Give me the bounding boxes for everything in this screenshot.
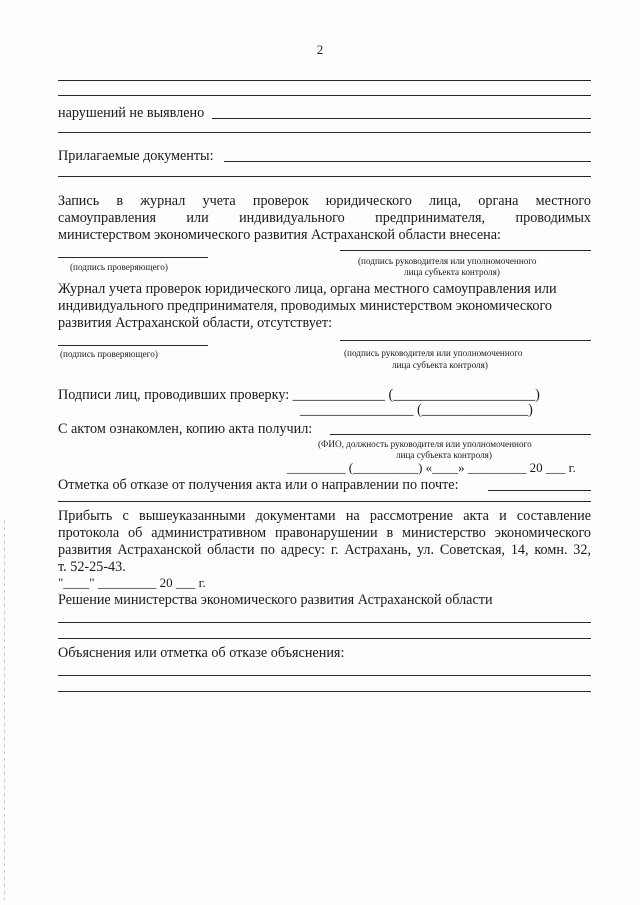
- acknowledged-field[interactable]: [330, 434, 591, 435]
- inspectors-signatures-label: Подписи лиц, проводивших проверку: _____________ (____________________): [58, 387, 540, 403]
- summons-line: развития Астраханской области по адресу: г. Астрахань, ул. Советская, 14, комн. 32,: [58, 542, 591, 558]
- journal-entry-line: министерством экономического развития Астраханской области внесена:: [58, 227, 502, 243]
- acknowledged-date-line: _________ (__________) «____» _________ 20 ___ г.: [287, 460, 576, 475]
- violations-label: нарушений не выявлено: [58, 105, 205, 121]
- blank-line: [58, 501, 591, 502]
- head-signature-field[interactable]: [340, 250, 591, 251]
- blank-line: [58, 95, 591, 96]
- blank-line: [58, 132, 591, 133]
- blank-line: [58, 176, 591, 177]
- decision-field[interactable]: [58, 638, 591, 639]
- journal-absent-line: развития Астраханской области, отсутствует:: [58, 315, 333, 331]
- head-signature-caption: лица субъекта контроля): [404, 267, 500, 277]
- inspectors-signatures-second: ________________ (_______________): [300, 402, 533, 418]
- inspector-signature-field[interactable]: [58, 345, 208, 346]
- summons-phone: т. 52-25-43.: [58, 559, 126, 575]
- summons-date-line: "____" _________ 20 ___ г.: [58, 575, 206, 590]
- decision-label: Решение министерства экономического развития Астраханской области: [58, 592, 493, 608]
- summons-line: протокола об административном правонарушении в министерство экономического: [58, 525, 591, 541]
- head-signature-caption: (подпись руководителя или уполномоченного: [358, 256, 537, 266]
- journal-absent-line: Журнал учета проверок юридического лица, органа местного самоуправления или: [58, 281, 557, 297]
- decision-field[interactable]: [58, 622, 591, 623]
- attachments-label: Прилагаемые документы:: [58, 148, 214, 164]
- attachments-field[interactable]: [224, 161, 591, 162]
- page-number: 2: [316, 42, 324, 57]
- acknowledged-label: С актом ознакомлен, копию акта получил:: [58, 421, 313, 437]
- summons-line: Прибыть с вышеуказанными документами на рассмотрение акта и составление: [58, 508, 591, 524]
- inspector-signature-caption: (подпись проверяющего): [70, 262, 168, 272]
- violations-field[interactable]: [212, 118, 591, 119]
- acknowledged-caption: (ФИО, должность руководителя или уполномоченного: [318, 439, 532, 449]
- explanations-field[interactable]: [58, 675, 591, 676]
- refusal-field[interactable]: [488, 490, 591, 491]
- journal-absent-line: индивидуального предпринимателя, проводимых министерством экономического: [58, 298, 553, 314]
- explanations-field[interactable]: [58, 691, 591, 692]
- scan-edge-mark: [4, 520, 5, 900]
- head-signature-field[interactable]: [340, 340, 591, 341]
- inspector-signature-field[interactable]: [58, 257, 208, 258]
- journal-entry-line: самоуправления или индивидуального предпринимателя, проводимых: [58, 210, 591, 226]
- head-signature-caption: лица субъекта контроля): [392, 360, 488, 370]
- blank-line: [58, 80, 591, 81]
- acknowledged-caption: лица субъекта контроля): [396, 450, 492, 460]
- explanations-label: Объяснения или отметка об отказе объяснения:: [58, 645, 345, 661]
- refusal-label: Отметка об отказе от получения акта или о направлении по почте:: [58, 477, 459, 493]
- head-signature-caption: (подпись руководителя или уполномоченного: [344, 348, 523, 358]
- inspector-signature-caption: (подпись проверяющего): [60, 349, 158, 359]
- journal-entry-line: Запись в журнал учета проверок юридического лица, органа местного: [58, 193, 591, 209]
